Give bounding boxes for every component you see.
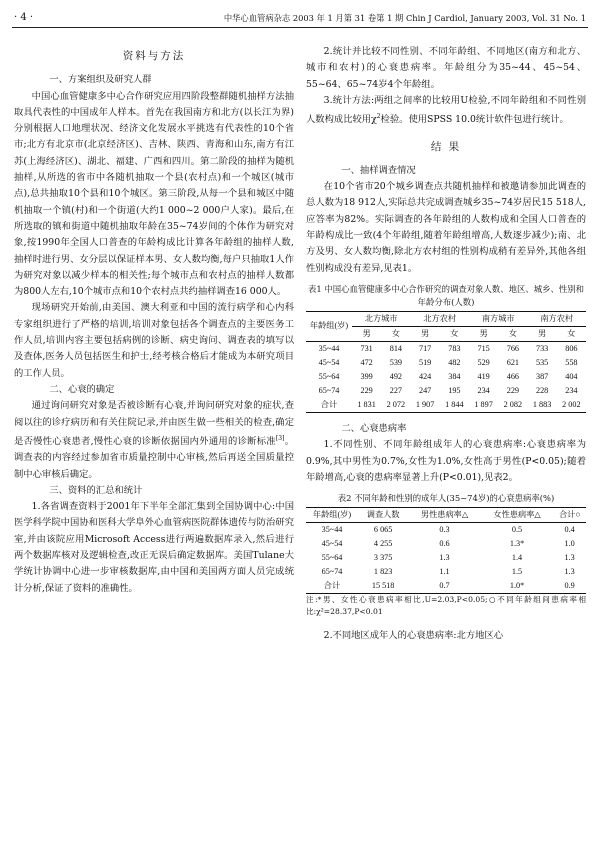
table1-cell: 472 (360, 357, 373, 367)
page-number: · 4 · (14, 12, 34, 23)
table1-cell: 1 844 (445, 399, 464, 409)
table1-group-header: 北方城市 (352, 311, 411, 326)
paragraph-prevalence: 1.不同性别、不同年龄组成年人的心衰患病率:心衰患病率为0.9%,其中男性为0.7%,女性为1.0%,女性高于男性(P<0.05);随着年龄增高,心衰的患病率显著上升(P<0.01),见表2。 (306, 439, 586, 483)
table1-age: 65~74 (318, 385, 340, 395)
table1-cell: 519 (418, 357, 432, 367)
table1-cell: 806 (565, 343, 578, 353)
table1-cell: 419 (477, 371, 490, 381)
table2-age: 合计 (323, 581, 341, 591)
table-row (306, 523, 586, 538)
table2-cell: 4 255 (373, 539, 393, 549)
table1-sex-header: 女 (508, 328, 517, 338)
table2-cell: 1.5 (511, 567, 523, 577)
table1-cell: 1 897 (474, 399, 493, 409)
table1-cell: 2 072 (386, 399, 406, 409)
table1-cell: 234 (477, 385, 490, 395)
table1-cell: 424 (418, 371, 432, 381)
paragraph-training: 现场研究开始前,由美国、澳大利亚和中国的流行病学和心内科专家组织进行了严格的培训,培训对象包括各个调查点的主要医务工作人员,培训内容主要包括病例的诊断、病史询问、调查表的填写以及查体,医务人员包括医生和护士,经考核合格后才能成为本研究项目的工作人员。 (14, 302, 294, 379)
table1-stub-header: 年龄组(岁) (306, 311, 352, 341)
table-row (306, 356, 586, 370)
table1-age: 45~54 (318, 357, 340, 367)
table1-cell: 539 (389, 357, 403, 367)
table2-cell: 1.3 (439, 553, 450, 563)
heading-data-statistics: 三、资料的汇总和统计 (49, 484, 143, 496)
journal-header: 中华心血管病杂志 2003 年 1 月第 31 卷第 1 期 Chin J Cardiol, January 2003, Vol. 31 No. 1 (223, 13, 586, 23)
table1-cell: 621 (506, 357, 520, 367)
table2-cell: 1.4 (511, 553, 523, 563)
reference-mark: [3] (275, 434, 285, 442)
table-row (306, 565, 586, 579)
table1-cell: 399 (360, 371, 373, 381)
table2-cell: 6 065 (373, 525, 393, 535)
table1-cell: 535 (535, 357, 549, 367)
table1-group-header: 南方农村 (528, 311, 587, 326)
table-row (306, 551, 586, 565)
table1-cell: 715 (477, 343, 490, 353)
table2-cell: 1.3* (509, 539, 525, 549)
table2-header: 调查人数 (366, 510, 400, 520)
table1-cell: 1 883 (532, 399, 552, 409)
table1-cell: 384 (448, 371, 461, 381)
table1-cell: 466 (506, 371, 520, 381)
table2-note: 注:*男、女性心衰患病率相比,U=2.03,P<0.05;○不同年龄组间患病率相比:χ²=28.37,P<0.01 (306, 595, 586, 617)
table2-age: 65~74 (321, 567, 343, 577)
table1-title: 表1 中国心血管健康多中心合作研究的调查对象人数、地区、城乡、性别和年龄分布(人数) (308, 283, 584, 307)
table2-cell: 0.9 (564, 581, 575, 591)
table1-cell: 529 (477, 357, 490, 367)
table2-cell: 1.0 (564, 539, 575, 549)
table1-sex-header: 女 (391, 328, 400, 338)
left-column (14, 44, 294, 597)
table-row (306, 537, 586, 551)
table1-cell: 229 (506, 385, 520, 395)
paragraph-regional: 2.不同地区成年人的心衰患病率:北方地区心 (323, 630, 504, 642)
table1-cell: 766 (506, 343, 520, 353)
table2-title: 表2 不同年龄和性别的成年人(35~74岁)的心衰患病率(%) (337, 493, 555, 504)
table1-sex-header: 女 (450, 328, 459, 338)
table-row (306, 341, 586, 356)
table1-cell: 2 082 (503, 399, 523, 409)
table2-cell: 1.3 (564, 567, 575, 577)
table1-cell: 558 (565, 357, 578, 367)
paragraph-diagnosis (14, 398, 294, 483)
table2-cell: 0.4 (564, 525, 575, 535)
table1-cell: 814 (389, 343, 403, 353)
table1-cell: 228 (535, 385, 549, 395)
diagnosis-text-tail: 。调查表的内容经过参加省市质量控制中心审核,然后再送全国质量控制中心审核后确定。 (14, 435, 294, 480)
diagnosis-text: 通过询问研究对象是否被诊断有心衰,并询问研究对象的症状,查阅以往的诊疗病历和有关住院记录,并由医生做一些相关的检查,确定是否慢性心衰患者,慢性心衰的诊断依据国内外通用的诊断标准 (14, 400, 294, 447)
table2-cell: 1.1 (439, 567, 450, 577)
table2-cell: 3 375 (373, 553, 393, 563)
table2-header: 合计○ (558, 510, 581, 520)
table1-cell: 1 907 (415, 399, 435, 409)
table2-cell: 1.3 (564, 553, 575, 563)
header-rule (12, 27, 588, 28)
right-column (306, 44, 586, 644)
paragraph-stat-method (306, 93, 586, 129)
table2 (306, 507, 586, 594)
heading-survey: 一、抽样调查情况 (341, 164, 416, 176)
paragraph-survey: 在10个省市20个城乡调查点共随机抽样和被邀请参加此调查的总人数为18 912人,实际总共完成调查城乡35~74岁居民15 518人,应答率为82%。实际调查的各年龄组的人数构成和全国人口普查的年龄构成比一致(4个年龄组,随着年龄组增高,人数逐步减少);南、北方及男、女人数均衡,除北方农村组的性别构成稍有差异外,其他各组性别构成没有差异,见表1。 (306, 181, 586, 274)
table1-cell: 404 (565, 371, 578, 381)
table2-header: 男性患病率△ (420, 510, 469, 520)
table1-sex-header: 男 (538, 328, 547, 338)
paragraph-stat-compare: 2.统计并比较不同性别、不同年龄组、不同地区(南方和北方、城市和农村)的心衰患病率。年龄组分为35~44、45~54、55~64、65~74岁4个年龄组。 (306, 46, 586, 90)
heading-hf-diagnosis: 二、心衰的确定 (49, 383, 115, 395)
table-row (306, 384, 586, 398)
table1-group-header: 南方城市 (469, 311, 528, 326)
table1-cell: 247 (418, 385, 432, 395)
table1-cell: 234 (565, 385, 578, 395)
table1-cell: 1 831 (357, 399, 376, 409)
table1-cell: 387 (535, 371, 549, 381)
table1-sex-header: 男 (479, 328, 488, 338)
table1-cell: 482 (448, 357, 461, 367)
table2-age: 55~64 (321, 553, 343, 563)
section-title-results: 结 果 (430, 140, 462, 153)
table1-group-header: 北方农村 (411, 311, 470, 326)
stat-method-tail: 检验。使用SPSS 10.0统计软件包进行统计。 (380, 114, 569, 126)
table1-cell: 229 (360, 385, 373, 395)
table1-cell: 733 (535, 343, 549, 353)
table-row (306, 370, 586, 384)
table2-age: 35~44 (321, 525, 343, 535)
table2-cell: 0.6 (439, 539, 450, 549)
table1 (306, 311, 586, 413)
paragraph-sampling: 中国心血管健康多中心合作研究应用四阶段整群随机抽样方法抽取具代表性的中国成年人样本。首先在我国南方和北方(以长江为界)分别根据人口地理状况、经济文化发展水平挑选有代表性的10个省市;北方有北京市(北京经济区)、吉林、陕西、青海和山东,南方有江苏(上海经济区)、湖北、福建、广西和四川。第二阶段的抽样为随机抽样,从所选的省市中各随机抽取一个县(农村点)和一个城区(城市点),总共抽取10个县和10个城区。第三阶段,从每一个县和城区中随机抽取一个镇(村)和一个街道(大约1 000~2 000户人家)。最后,在所选取的镇和街道中随机抽取年龄在35~74岁间的个体作为研究对象,按1990年全国人口普查的年龄构成比计算各年龄组的抽样人数,抽样时进行男、女分层以保证样本男、女人数均衡,每户只抽取1人作为研究对象以减少样本的相关性;每个城市点和农村点的抽样人数都为800人左右,10个城市点和10个农村点共约抽样调查16 000人。 (14, 90, 294, 298)
table2-cell: 0.7 (439, 581, 450, 591)
paragraph-data-entry: 1.各省调查资料于2001年下半年全部汇集到全国协调中心:中国医学科学院中国协和医科大学阜外心血管病医院群体遗传与防治研究室,并由该院应用Microsoft Access进行两遍数据库录入,然后进行两个数据库核对及逻辑检查,改正无误后确定数据库。美国Tulane大学统计协调中心进一步审核数据库,由中国和美国两方面人员完成统计分析,保证了资料的准确性。 (14, 501, 294, 594)
table1-cell: 195 (448, 385, 461, 395)
table1-cell: 227 (389, 385, 403, 395)
table-row (306, 579, 586, 594)
table2-cell: 1 823 (373, 567, 393, 577)
table1-cell: 717 (418, 343, 432, 353)
table2-cell: 15 518 (371, 581, 395, 591)
table1-cell: 2 002 (562, 399, 581, 409)
table1-sex-header: 男 (421, 328, 430, 338)
table2-header: 年龄组(岁) (312, 510, 352, 520)
section-title-methods: 资料与方法 (122, 50, 186, 62)
heading-study-design: 一、方案组织及研究人群 (49, 74, 152, 86)
table2-cell: 0.3 (439, 525, 450, 535)
table-row (306, 398, 586, 413)
table1-age: 55~64 (318, 371, 340, 381)
table1-sex-header: 女 (567, 328, 576, 338)
table1-age: 35~44 (318, 343, 340, 353)
table1-cell: 783 (448, 343, 461, 353)
table1-cell: 492 (389, 371, 403, 381)
table1-sex-header: 男 (362, 328, 371, 338)
table2-age: 45~54 (321, 539, 343, 549)
chi-square-sup: 2 (376, 113, 381, 121)
stat-method-text: 3.统计方法:两组之间率的比较用U检验,不同年龄组和不同性别人数构成比较用χ (306, 94, 586, 126)
table1-age: 合计 (320, 399, 338, 409)
heading-prevalence: 二、心衰患病率 (341, 422, 407, 434)
table2-cell: 1.0* (509, 581, 525, 591)
table2-header: 女性患病率△ (493, 510, 541, 520)
table1-cell: 731 (360, 343, 373, 353)
table2-cell: 0.5 (511, 525, 523, 535)
